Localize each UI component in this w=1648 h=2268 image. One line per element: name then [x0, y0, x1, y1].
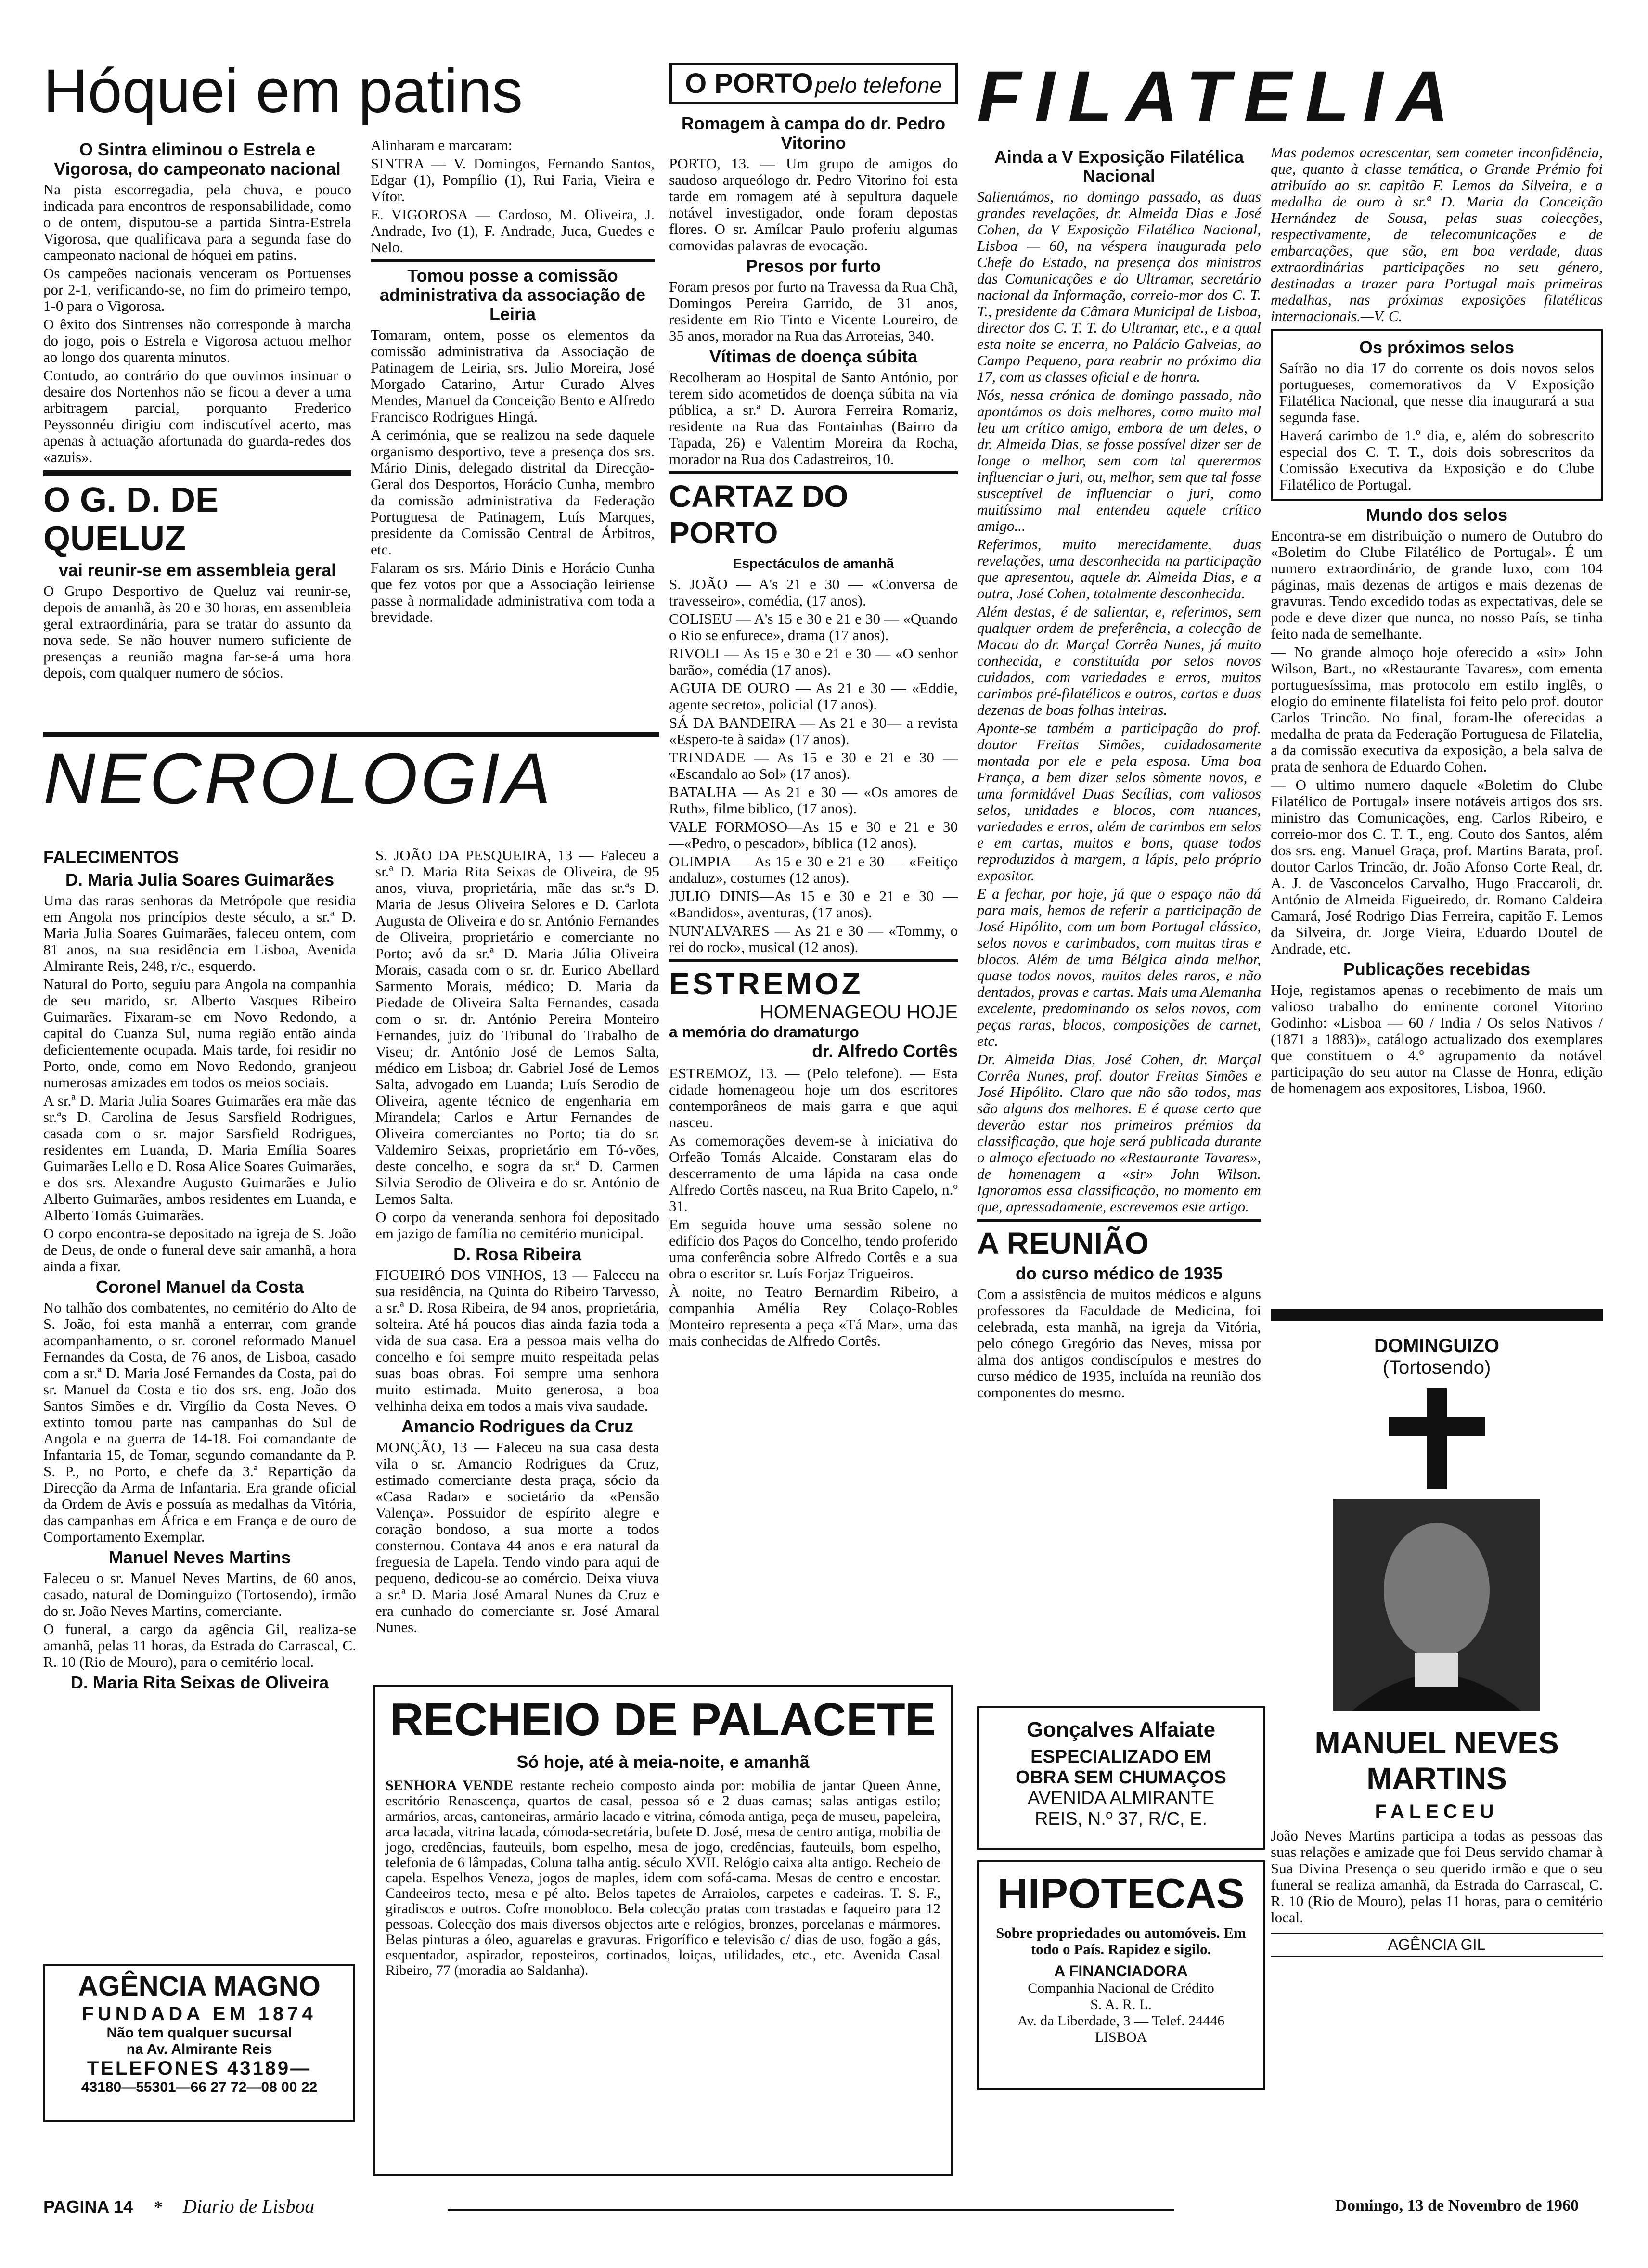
footer-date: Domingo, 13 de Novembro de 1960 — [1335, 2197, 1579, 2215]
palacete-ad — [373, 1685, 953, 2176]
necrologia-section — [43, 732, 659, 819]
reuniao-subhead: do curso médico de 1935 — [1015, 1263, 1223, 1283]
ad-text: LISBOA — [1094, 2029, 1147, 2045]
divider — [977, 1219, 1261, 1222]
cartaz-item: NUN'ALVARES — As 21 e 30 — «Tommy, o rei do rock», musical (12 anos). — [669, 922, 958, 955]
cartaz-item: S. JOÃO — A's 21 e 30 — «Conversa de travesseiro», comédia, (17 anos). — [669, 576, 958, 609]
ad-text: Av. da Liberdade, 3 — Telef. 24446 — [1017, 2013, 1225, 2029]
porto-head-2: Presos por furto — [746, 256, 881, 276]
obituary-body: João Neves Martins participa a todas as pessoas das suas relações e amizade que foi Deus servido chamar à Sua Divina Presença o seu querido irmão e que o seu funeral se realiza amanhã, da Estrada do Carrascal, C. R. 10 (Rio de Mouro), pelas 11 horas, para o cemitério local. — [1271, 1827, 1603, 1926]
filatelia-p4: Além destas, é de salientar, e, referimos, sem qualquer ordem de preferência, a colecção de Macau do dr. Marçal Corrêa Nunes, já muito conhecida, e constituída por selos novos cuidados, com variedades e erros, muitos carimbos pré-filatélicos e outros, cartas e duas dezenas de boas folhas inteiras. — [977, 603, 1261, 718]
hoquei-p2: Os campeões nacionais venceram os Portuenses por 2-1, verificando-se, no fim do primeiro tempo, 1-0 para o Vigorosa. — [43, 265, 351, 314]
leiria-p1: Tomaram, ontem, posse os elementos da comissão administrativa da Associação de Patinagem de Leiria, srs. Julio Moreira, José Morgado Catarino, Artur Curado Alves Mendes, Manuel da Conceição Bento e Alfredo Francisco Rodrigues Hingá. — [371, 326, 655, 425]
footer-star: * — [154, 2197, 163, 2216]
ad-title: AGÊNCIA MAGNO — [78, 1971, 321, 2002]
palacete-lead: SENHORA VENDE — [386, 1778, 514, 1793]
estremoz-headline: ESTREMOZ — [669, 966, 863, 1001]
palacete-headline: RECHEIO DE PALACETE — [390, 1694, 936, 1745]
hoquei-p3: O êxito dos Sintrenses não corresponde à marcha do jogo, pois o Estrela e Vigorosa actuou melhor ao longo dos quarenta minutos. — [43, 316, 351, 365]
divider — [669, 959, 958, 962]
filatelia-head-1: Ainda a V Exposição Filatélica Nacional — [994, 147, 1244, 186]
ad-text: A FINANCIADORA — [1054, 1962, 1188, 1980]
leiria-p2: A cerimónia, que se realizou na sede daquele organismo desportivo, teve a presença dos srs. Mário Dinis, delegado distrital da Direcção-Geral dos Desportos, Horácio Cunha, membro da comissão administrativa da Federação Portuguesa de Patinagem, Luís Marques, presidente da Comissão Central de Árbitros, etc. — [371, 426, 655, 558]
obit-p11: MONÇÃO, 13 — Faleceu na sua casa desta vila o sr. Amancio Rodrigues da Cruz, estimado comerciante desta praça, sócio da «Casa Radar» e societário da «Pensão Valença». Possuidor de espírito alegre e coração bondoso, a sua morte a todos consternou. Contava 44 anos e era natural da freguesia de Lapela. Tendo vindo para aqui de pequeno, dedicou-se ao comércio. Deixa viuva a sr.ª D. Maria José Amaral Nunes da Cruz e era cunhado do comerciante sr. José Amaral Nunes. — [375, 1439, 659, 1636]
hoquei-p7: E. VIGOROSA — Cardoso, M. Oliveira, J. Andrade, Ivo (1), F. Andrade, Juca, Guedes e Nelo. — [371, 206, 655, 256]
obit-p9: O corpo da veneranda senhora foi depositado em jazigo de família no cemitério municipal. — [375, 1209, 659, 1242]
porto-p3: Recolheram ao Hospital de Santo António, por terem sido acometidos de doença súbita na via pública, a sr.ª D. Aurora Ferreira Romariz, residente na Rua das Fontainhas (Bairro da Tapada, 26) e Valentim Moreira da Rocha, morador na Rua dos Cadastreiros, 10. — [669, 369, 958, 467]
hoquei-p1: Na pista escorregadia, pela chuva, e pouco indicada para encontros de responsabilidade, como o de ontem, disputou-se a partida Sintra-Estrela Vigorosa, que qualificava para a segunda fase do campeonato nacional de hóquei em patins. — [43, 181, 351, 263]
cartaz-item: RIVOLI — As 15 e 30 e 21 e 30 — «O senhor barão», comédia (17 anos). — [669, 645, 958, 678]
obituary-place-2: (Tortosendo) — [1382, 1357, 1491, 1378]
obit-p4: O corpo encontra-se depositado na igreja de S. João de Deus, de onde o funeral deve sair amanhã, a hora ainda a fixar. — [43, 1225, 356, 1275]
cartaz-item: BATALHA — As 21 e 30 — «Os amores de Ruth», filme biblico, (17 anos). — [669, 784, 958, 817]
queluz-p1: O Grupo Desportivo de Queluz vai reunir-se, depois de amanhã, às 20 e 30 horas, em assembleia geral extraordinária, para se tratar do assunto da nova sede. Se não houver numero suficiente de presenças a reunião magna far-se-á uma hora depois, com qualquer numero de sócios. — [43, 582, 351, 681]
obit-p5: No talhão dos combatentes, no cemitério do Alto de S. João, foi esta manhã a enterrar, com grande acompanhamento, o sr. coronel reformado Manuel Fernandes da Costa, de 76 anos, de Lisboa, casado com a sr.ª D. Maria José Fernandes da Costa, pai do sr. Manuel da Costa e tio dos srs. eng. João dos Santos Simões e dr. Virgílio da Costa Neves. O extinto tomou parte nas campanhas do Sul de Angola e na guerra de 14-18. Foi comandante de Infantaria 15, de Tomar, segundo comandante da P. S. P., no Porto, e chefe da 3.ª Repartição da Direcção da Arma de Infantaria. Era grande oficial da Ordem de Avis e possuía as medalhas da Vitória, das campanhas em África e em França e de ouro de Comportamento Exemplar. — [43, 1299, 356, 1545]
palacete-subhead: Só hoje, até à meia-noite, e amanhã — [516, 1752, 810, 1772]
obituary-name-2: MARTINS — [1366, 1761, 1507, 1796]
hipotecas-ad — [977, 1860, 1265, 2090]
cartaz-item: TRINDADE — As 15 e 30 e 21 e 30 — «Escandalo ao Sol» (17 anos). — [669, 749, 958, 782]
queluz-headline: O G. D. DE QUELUZ — [43, 481, 219, 558]
queluz-subhead: vai reunir-se em assembleia geral — [58, 560, 336, 580]
hoquei-p4: Contudo, ao contrário do que ouvimos insinuar o desaire dos Nortenhos não se ficou a dever a uma arbitragem parcial, porquanto Frederico Peyssonnéu dirigiu com indiscutível acerto, mas apenas à actuação afortunada do guarda-redes dos «azuis». — [43, 367, 351, 465]
ad-text: na Av. Almirante Reis — [126, 2041, 272, 2057]
obit-head-1: D. Maria Julia Soares Guimarães — [65, 870, 335, 889]
leiria-p3: Falaram os srs. Mário Dinis e Horácio Cunha que fez votos por que a Associação leiriense passe à normalidade administrativa com toda a brevidade. — [371, 559, 655, 625]
cartaz-subhead: Espectáculos de amanhã — [733, 556, 894, 571]
obit-p7: O funeral, a cargo da agência Gil, realiza-se amanhã, pelas 11 horas, da Estrada do Carrascal, C. R. 10 (Rio de Mouro), para o cemitério local. — [43, 1621, 356, 1670]
cartaz-item: OLIMPIA — As 15 e 30 e 21 e 30 — «Feitiço andaluz», costumes (12 anos). — [669, 853, 958, 886]
divider — [371, 259, 655, 262]
goncalves-ad — [977, 1706, 1265, 1850]
ad-title: Gonçalves Alfaiate — [1026, 1718, 1216, 1741]
hipotecas-text: Sobre propriedades ou automóveis. Em todo o País. Rapidez e sigilo. — [996, 1924, 1246, 1958]
filatelia-col1 — [977, 144, 1261, 1403]
proximos-head: Os próximos selos — [1359, 337, 1515, 357]
filatelia-section — [977, 58, 1608, 135]
agencia-magno-ad — [43, 1964, 355, 2122]
cross-icon — [1271, 1379, 1603, 1494]
page-footer — [43, 2195, 1608, 2224]
ad-text: Companhia Nacional de Crédito — [1028, 1980, 1214, 1996]
hoquei-col2 — [371, 137, 655, 627]
obit-head-3: Manuel Neves Martins — [108, 1547, 291, 1567]
obit-head-4: D. Maria Rita Seixas de Oliveira — [70, 1673, 329, 1692]
filatelia-col2 — [1271, 144, 1603, 1098]
porto-logo — [669, 63, 958, 104]
falecimentos-label: FALECIMENTOS — [43, 847, 179, 867]
ad-text: ESPECIALIZADO EM — [1030, 1747, 1211, 1767]
estremoz-p2: As comemorações devem-se à iniciativa do Orfeão Tomás Alcaide. Constaram elas do descerramento de uma lápida na casa onde Alfredo Cortês nasceu, na Rua Brito Capelo, n.º 31. — [669, 1132, 958, 1214]
filatelia-p3: Referimos, muito merecidamente, duas revelações, uma desconhecida na participação que apresentou, aquele dr. Almeida Dias, e a outra, José Cohen, totalmente desconhecida. — [977, 536, 1261, 602]
proximos-p2: Haverá carimbo de 1.º dia, e, além do sobrescrito especial dos C. T. T., dois dois sobrescritos da Comissão Executiva da Exposição e do Clube Filatélico de Portugal. — [1279, 427, 1594, 493]
estremoz-p1: ESTREMOZ, 13. — (Pelo telefone). — Esta cidade homenageou hoje um dos escritores contemporâneos de mais garra e que aqui nasceu. — [669, 1065, 958, 1131]
publicacoes-p1: Hoje, registamos apenas o recebimento de mais um valioso trabalho do eminente coronel Vitorino Godinho: «Lisboa — 60 / India / Os selos Nativos / (1871 a 1883)», catálogo actualizado dos exemplares que constituem o 4.º agrupamento da notável participação do seu autor na Classe de Honra, edição de homenagem aos expositores, Lisboa, 1960. — [1271, 981, 1603, 1096]
ad-text: FUNDADA EM 1874 — [82, 2003, 317, 2024]
porto-section — [669, 63, 958, 1351]
reuniao-p1: Com a assistência de muitos médicos e alguns professores da Faculdade de Medicina, foi celebrada, esta manhã, na igreja da Vitória, pelo cónego Gregório das Neves, missa por alma dos antigos condiscípulos e mestres do curso médico de 1935, incluída na reunião dos componentes do mesmo. — [977, 1286, 1261, 1401]
palacete-body: restante recheio composto ainda por: mobilia de jantar Queen Anne, escritório Renascença, quartos de casal, pessoa só e 2 duas camas; salas antigas estilo; armários, arcas, cantoneiras, armário lacado e vitrina, cómoda antiga, peça de museu, papeleira, arca lacada, vitrina lacada, cómoda-secretária, bufete D. José, mesa de centro antiga, mobilia de jogo, credências, fauteuils, bom espelho, mesa de jogo, credências, fauteuils, bom espelho, telefonia de 6 lâmpadas, Coluna talha antig. século XVII. Relógio caixa alta antigo. Recheio de capela. Espelhos Veneza, jogos de maples, idem com sofá-cama. Mesas de centro e encostar. Candeeiros tecto, mesa e pé alto. Belos tapetes de Arraiolos, carpetes e cadeiras. T. S. F., giradiscos e outros. Cofre monobloco. Bela colecção pratas com trastadas e faqueiro para 12 pessoas. Colecção dos mais diversos objectos arte e relógios, bronzes, porcelanas e mármores. Belas pinturas a óleo, aguarelas e gravuras. Frigorífico e televisão c/ dias de uso, fogão a gás, esquentador, aspirador, reposteiros, cortinados, loiças, utilidades, etc., etc. Avenida Casal Ribeiro, 77 (moradia ao Saldanha). — [386, 1778, 941, 1978]
footer-rule — [448, 2209, 1174, 2211]
obituary-name: MANUEL NEVES — [1314, 1726, 1559, 1760]
ad-text: OBRA SEM CHUMAÇOS — [1016, 1767, 1226, 1788]
obit-p2: Natural do Porto, seguiu para Angola na companhia de seu marido, sr. Alberto Vasques Ribeiro Guimarães. Fixaram-se em Novo Redondo, a capital do Cuanza Sul, numa região então ainda deficientemente ocupada. Mais tarde, foi residir no Porto, onde, como em Novo Redondo, granjeou numerosas amizades em todos os meios sociais. — [43, 976, 356, 1091]
porto-head-1: Romagem à campa do dr. Pedro Vitorino — [681, 114, 946, 153]
filatelia-p2: Nós, nessa crónica de domingo passado, não apontámos os dois melhores, como muito mal leu um crítico amigo, embora de um deles, o dr. Almeida Dias, se fosse possível dizer ser de longe o melhor, sem com tal querermos influenciar o juri, ou, melhor, sem que tal fosse susceptível de influenciar o juri, como muitíssimo mal entendeu aquele crítico amigo... — [977, 387, 1261, 534]
cartaz-item: VALE FORMOSO—As 15 e 30 e 21 e 30—«Pedro, o pescador», bíblica (12 anos). — [669, 818, 958, 851]
filatelia-p5: Aponte-se também a participação do prof. doutor Freitas Simões, cuidadosamente montada por ele e pela esposa. Uma boa França, a bem dizer selos sòmente novos, e uma formidável Duas Secílias, com valiosos selos, unidades e blocos, com nuances, variedades e erros, além de carimbos em selos e em cartas, muitos e bons, quase todos reproduzidos à margem, a lápis, pelo próprio expositor. — [977, 720, 1261, 884]
footer-page: PAGINA 14 — [43, 2197, 133, 2216]
obit-p6: Faleceu o sr. Manuel Neves Martins, de 60 anos, casado, natural de Dominguizo (Tortosendo), irmão do sr. João Neves Martins, comerciante. — [43, 1570, 356, 1619]
obit-head-5: D. Rosa Ribeira — [453, 1244, 582, 1264]
ad-text: S. A. R. L. — [1090, 1997, 1152, 2012]
porto-logo-a: O PORTO — [685, 68, 813, 99]
obit-p10: FIGUEIRÓ DOS VINHOS, 13 — Faleceu na sua residência, na Quinta do Ribeiro Tarvesso, a sr.ª D. Rosa Ribeira, de 94 anos, proprietária, solteira. Até há poucos dias ainda fazia toda a vida de sua casa. Era a pessoa mais velha do concelho e foi sempre muito respeitada pelas suas boas obras. Foi sempre uma senhora muito estimada. Muito generosa, a boa velhinha deixa em todos a mais viva saudade. — [375, 1266, 659, 1414]
obituary-faleceu: FALECEU — [1375, 1801, 1499, 1822]
mundo-p2: — No grande almoço hoje oferecido a «sir» John Wilson, Bart., no «Restaurante Tavares», com ementa portuguesíssima, mas protocolo em estilo inglês, o elogio do eminente filatelista foi feito pelo prof. doutor Carlos Trincão. No final, foram-lhe oferecidas a medalha de prata da Federação Portuguesa de Filatelia, a da comissão executiva da exposição, a bela salva de prata de senhora de Eduardo Cohen. — [1271, 644, 1603, 775]
filatelia-p6: E a fechar, por hoje, já que o espaço não dá para mais, hemos de referir a participação de José Hipólito, com um bom Portugal clássico, selos novos e carimbados, com muitas tiras e blocos. Além de uma Bélgica ainda melhor, quase todos novos, muitos deles raros, e não dentados, provas e cartas. Mais uma Alemanha excelente, predominando os selos novos, com peças raras, blocos, composições de carnet, etc. — [977, 885, 1261, 1049]
porto-p2: Foram presos por furto na Travessa da Rua Chã, Domingos Pereira Garrido, de 31 anos, residente em Rio Tinto e Vicente Loureiro, de 35 anos, morador na Rua das Arroteias, 340. — [669, 278, 958, 344]
estremoz-sub1: HOMENAGEOU HOJE — [760, 1002, 958, 1023]
obit-head-6: Amancio Rodrigues da Cruz — [401, 1417, 634, 1436]
publicacoes-head: Publicações recebidas — [1343, 959, 1531, 979]
porto-p1: PORTO, 13. — Um grupo de amigos do saudoso arqueólogo dr. Pedro Vitorino foi esta tarde em romagem até à sepultura daquele notável investigador, onde foram depostas flores. O sr. Amílcar Paulo proferiu algumas comovidas palavras de evocação. — [669, 155, 958, 254]
necrologia-headline: NECROLOGIA — [43, 738, 554, 819]
porto-head-3: Vítimas de doença súbita — [709, 347, 918, 366]
estremoz-p3: Em seguida houve uma sessão solene no edifício dos Paços do Concelho, tendo proferido uma conferência sobre Alfredo Cortês e a sua obra o escritor sr. Luís Forjaz Trigueiros. — [669, 1216, 958, 1282]
ad-text: 43180—55301—66 27 72—08 00 22 — [81, 2079, 318, 2095]
hoquei-p6: SINTRA — V. Domingos, Fernando Santos, Edgar (1), Pompílio (1), Rui Faria, Vieira e Vítor. — [371, 155, 655, 205]
leiria-head: Tomou posse a comissão administrativa da associação de Leiria — [379, 266, 646, 324]
obituary-place: DOMINGUIZO — [1374, 1335, 1499, 1356]
estremoz-sub2: a memória do dramaturgo — [669, 1023, 859, 1041]
necrologia-col2 — [375, 847, 659, 1637]
obit-p8: S. JOÃO DA PESQUEIRA, 13 — Faleceu a sr.ª D. Maria Rita Seixas de Oliveira, de 95 anos, viuva, proprietária, mãe das sr.ªs D. Maria de Jesus Oliveira Selores e D. Carlota Augusta de Oliveira e do sr. António Fernandes de Oliveira, proprietário e comerciante no Porto; avó da sr.ª D. Maria Júlia Oliveira Morais, casada com o sr. dr. Eurico Abellard Sarmento Morais, médico; D. Maria da Piedade de Oliveira Salta Fernandes, casada com o sr. dr. António Pereira Monteiro Fernandes, juiz do Tribunal do Trabalho de Viseu; dr. António José de Lemos Salta, médico em Lisboa; dr. Gabriel José de Lemos Salta, advogado em Luanda; Luís Serodio de Oliveira, agente técnico de engenharia em Mirandela; Carlos e Artur Fernandes de Oliveira comerciantes no Porto; tia do sr. Valdemiro Seixas, proprietário em Tó-vões, deste concelho, e sogra da sr.ª D. Carmen Silvia Serodio de Oliveira e do sr. António de Lemos Salta. — [375, 847, 659, 1207]
reuniao-headline: A REUNIÃO — [977, 1226, 1149, 1261]
divider — [669, 471, 958, 474]
obit-p3: A sr.ª D. Maria Julia Soares Guimarães era mãe das sr.ªs D. Carolina de Jesus Sarsfield Rodrigues, casada com o sr. major Sarsfield Rodrigues, residentes em Luanda, D. Maria Emília Soares Guimarães Lello e D. Rosa Alice Soares Guimarães, e dos srs. Alexandre Augusto Guimarães e Julio Alberto Guimarães, ambos residentes em Luanda, e Alberto Tomás Guimarães. — [43, 1092, 356, 1224]
obituary-agency: AGÊNCIA GIL — [1271, 1933, 1603, 1957]
ad-text: Não tem qualquer sucursal — [106, 2025, 292, 2041]
portrait-photo — [1271, 1494, 1603, 1715]
ad-text: REIS, N.º 37, R/C, E. — [1034, 1809, 1208, 1829]
obit-p1: Uma das raras senhoras da Metrópole que residia em Angola nos princípios deste século, a sr.ª D. Maria Julia Soares Guimarães, faleceu ontem, com 81 anos, na sua residência em Lisboa, Avenida Almirante Reis, 248, r/c., esquerdo. — [43, 892, 356, 974]
filatelia-p8: Mas podemos acrescentar, sem cometer inconfidência, que, quanto à classe temática, o Grande Prémio foi atribuído ao sr. capitão F. Lemos da Silveira, e a medalha de ouro à sr.ª D. Maria da Conceição Hernández de Sousa, pelas suas colecções, respectivamente, de telecomunicações e de embarcações, que são, em boa verdade, duas extraordinárias participações no seu género, destinadas a trazer para Portugal mais primeiras medalhas, nas próximas exposições filatélicas internacionais.—V. C. — [1271, 144, 1603, 324]
ad-text: TELEFONES 43189— — [87, 2058, 312, 2079]
mundo-head: Mundo dos selos — [1365, 505, 1507, 525]
mundo-p3: — O ultimo numero daquele «Boletim do Clube Filatélico de Portugal» insere notáveis artigos dos srs. ministro das Comunicações, eng. Carlos Ribeiro, e correio-mor dos C. T. T., eng. Couto dos Santos, além dos srs. eng. Manuel Graça, prof. Martins Barata, prof. doutor Carlos Trincão, dr. João Afonso Corte Real, dr. A. J. de Vasconcelos Carvalho, Hugo Fraccaroli, dr. António de Almeida Figueiredo, dr. Romano Caldeira Camará, José Rodrigo Dias Ferreira, capitão F. Lemos da Silveira, dr. Jorge Vieira, Eduardo Doutel de Andrade, etc. — [1271, 776, 1603, 957]
mundo-p1: Encontra-se em distribuição o numero de Outubro do «Boletim do Clube Filatélico de Portugal». É um numero extraordinário, de grande luxo, com 104 páginas, mais dezenas de artigos e mais dezenas de gravuras. Tendo excedido todas as expectativas, dele se pode e deve dizer que nunca, no nosso País, se tinha feito nada de semelhante. — [1271, 527, 1603, 642]
footer-paper: Diario de Lisboa — [183, 2195, 315, 2217]
cartaz-item: JULIO DINIS—As 15 e 30 e 21 e 30 — «Bandidos», aventuras, (17 anos). — [669, 888, 958, 921]
hoquei-section — [43, 58, 650, 125]
hoquei-subhead: O Sintra eliminou o Estrela e Vigorosa, do campeonato nacional — [54, 140, 341, 179]
porto-logo-b: pelo telefone — [815, 73, 942, 98]
obituary-ad — [1271, 1309, 1603, 1957]
cartaz-item: SÁ DA BANDEIRA — As 21 e 30— a revista «Espero-te à saida» (17 anos). — [669, 714, 958, 747]
hoquei-col1 — [43, 137, 351, 683]
filatelia-p1: Salientámos, no domingo passado, as duas grandes revelações, dr. Almeida Dias e José Cohen, da V Exposição Filatélica Nacional, Lisboa — 60, na véspera inaugurada pelo Chefe do Estado, na presença dos ministros das Comunicações e do Ultramar, secretário nacional da Informação, correio-mor dos C. T. T., presidente da Câmara Municipal de Lisboa, director dos C. T. T. do Ultramar, etc., e a qual esta noite se encerra, no Palácio Galveias, ao Campo Pequeno, para reabrir no próximo dia 17, com as classes oficial e de honra. — [977, 188, 1261, 385]
hoquei-p5: Alinharam e marcaram: — [371, 137, 513, 154]
proximos-p1: Saírão no dia 17 do corrente os dois novos selos portugueses, comemorativos da V Exposição Filatélica Nacional, que nesse dia inaugurará a sua segunda fase. — [1279, 360, 1594, 425]
cartaz-item: COLISEU — A's 15 e 30 e 21 e 30 — «Quando o Rio se enfurece», drama (17 anos). — [669, 610, 958, 644]
hipotecas-headline: HIPOTECAS — [997, 1869, 1245, 1917]
ad-text: AVENIDA ALMIRANTE — [1028, 1788, 1214, 1808]
cartaz-headline: CARTAZ DO PORTO — [669, 479, 849, 550]
filatelia-headline: FILATELIA — [977, 56, 1462, 137]
estremoz-p4: À noite, no Teatro Bernardim Ribeiro, a companhia Amélia Rey Colaço-Robles Monteiro representa a peça «Tá Mar», uma das mais conhecidas de Alfredo Cortês. — [669, 1283, 958, 1349]
necrologia-col1 — [43, 847, 356, 1695]
proximos-box — [1271, 329, 1603, 501]
filatelia-p7: Dr. Almeida Dias, José Cohen, dr. Marçal Corrêa Nunes, prof. doutor Freitas Simões e José Hipólito. Claro que não são todos, mas são alguns dos melhores. E é quase certo que deverão estar nos primeiros prémios da classificação, que hoje será publicada durante o almoço efectuado no «Restaurante Tavares», de homenagem a «sir» John Wilson. Ignoramos essa classificação, no momento em que, apressadamente, escrevemos este artigo. — [977, 1051, 1261, 1215]
cartaz-item: AGUIA DE OURO — As 21 e 30 — «Eddie, agente secreto», policial (17 anos). — [669, 680, 958, 713]
obit-head-2: Coronel Manuel da Costa — [95, 1277, 304, 1297]
divider — [43, 470, 351, 476]
estremoz-sub3: dr. Alfredo Cortês — [812, 1041, 958, 1061]
hoquei-headline: Hóquei em patins — [43, 57, 523, 126]
